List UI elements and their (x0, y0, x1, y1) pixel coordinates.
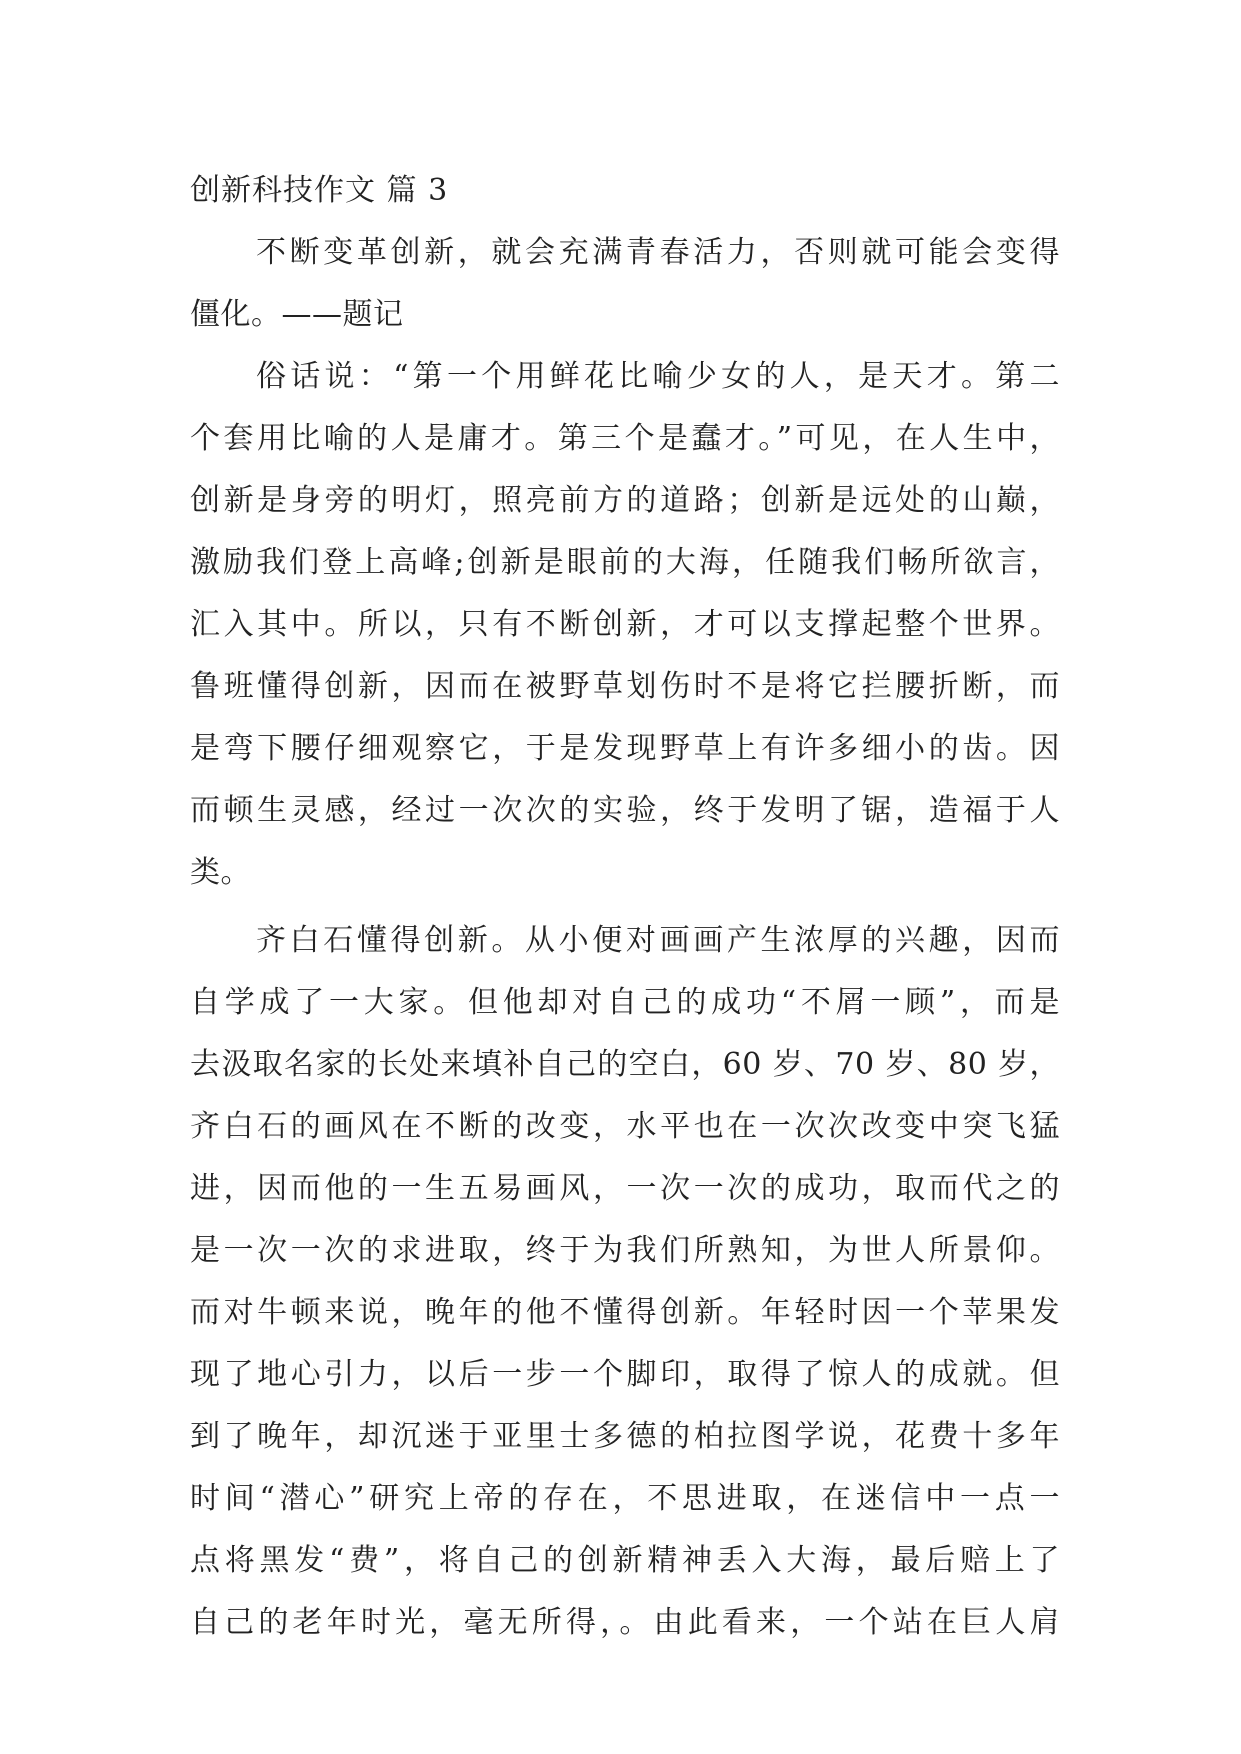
paragraph-2-line-5: 进，因而他的一生五易画风，一次一次的成功，取而代之的 (190, 1171, 1060, 1206)
paragraph-2-line-1: 齐白石懂得创新。从小便对画画产生浓厚的兴趣，因而 (256, 923, 1060, 958)
paragraph-2-line-6: 是一次一次的求进取，终于为我们所熟知，为世人所景仰。 (190, 1233, 1060, 1268)
paragraph-2-line-12: 自己的老年时光，毫无所得，。由此看来，一个站在巨人肩 (190, 1605, 1060, 1640)
paragraph-1-line-7: 是弯下腰仔细观察它，于是发现野草上有许多细小的齿。因 (190, 731, 1060, 766)
paragraph-1-line-1: 俗话说：“第一个用鲜花比喻少女的人，是天才。第二 (256, 359, 1060, 394)
paragraph-2-line-7: 而对牛顿来说，晚年的他不懂得创新。年轻时因一个苹果发 (190, 1295, 1060, 1330)
paragraph-2-line-3: 去汲取名家的长处来填补自己的空白，60 岁、70 岁、80 岁， (190, 1047, 1060, 1082)
paragraph-1-line-8: 而顿生灵感，经过一次次的实验，终于发明了锯，造福于人 (190, 793, 1060, 828)
epigraph-line-1: 不断变革创新，就会充满青春活力，否则就可能会变得 (256, 235, 1060, 270)
essay-title: 创新科技作文 篇 3 (190, 173, 449, 208)
essay-body (190, 160, 1060, 1654)
paragraph-1-line-9: 类。 (190, 855, 251, 890)
epigraph-line-2: 僵化。——题记 (190, 297, 404, 332)
paragraph-2-line-8: 现了地心引力，以后一步一个脚印，取得了惊人的成就。但 (190, 1357, 1060, 1392)
paragraph-1-line-2: 个套用比喻的人是庸才。第三个是蠢才。”可见，在人生中， (190, 421, 1060, 456)
paragraph-2-line-10: 时间“潜心”研究上帝的存在，不思进取，在迷信中一点一 (190, 1481, 1060, 1516)
paragraph-1-line-3: 创新是身旁的明灯，照亮前方的道路；创新是远处的山巅， (190, 483, 1060, 518)
paragraph-1-line-4: 激励我们登上高峰;创新是眼前的大海，任随我们畅所欲言， (190, 545, 1060, 580)
paragraph-2-line-9: 到了晚年，却沉迷于亚里士多德的柏拉图学说，花费十多年 (190, 1419, 1060, 1454)
paragraph-2-line-2: 自学成了一大家。但他却对自己的成功“不屑一顾”，而是 (190, 985, 1060, 1020)
paragraph-2-line-11: 点将黑发“费”，将自己的创新精神丢入大海，最后赔上了 (190, 1543, 1060, 1578)
paragraph-1-line-6: 鲁班懂得创新，因而在被野草划伤时不是将它拦腰折断，而 (190, 669, 1060, 704)
paragraph-2-line-4: 齐白石的画风在不断的改变，水平也在一次次改变中突飞猛 (190, 1109, 1060, 1144)
paragraph-1-line-5: 汇入其中。所以，只有不断创新，才可以支撑起整个世界。 (190, 607, 1060, 642)
